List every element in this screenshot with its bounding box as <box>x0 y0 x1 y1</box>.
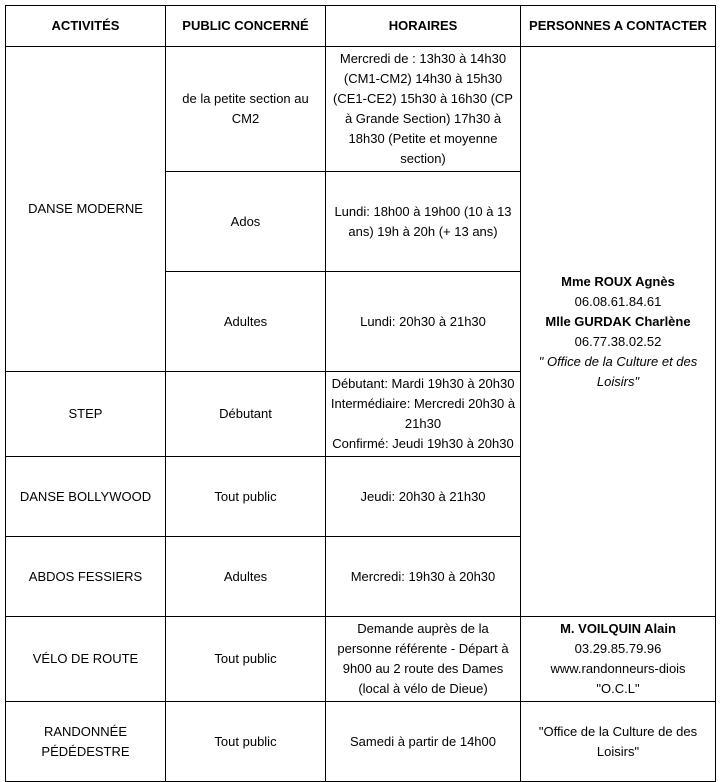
public-cell: Tout public <box>166 457 326 537</box>
step-line-confirme: Confirmé: Jeudi 19h30 à 20h30 <box>332 436 514 451</box>
contact-org: " Office de la Culture et des Loisirs" <box>538 353 698 389</box>
activity-danse-moderne: DANSE MODERNE <box>6 47 166 372</box>
header-contacts: PERSONNES A CONTACTER <box>521 6 716 47</box>
header-activites: ACTIVITÉS <box>6 6 166 47</box>
public-cell: de la petite section au CM2 <box>166 47 326 172</box>
horaires-cell: Demande auprès de la personne référente - Départ à 9h00 au 2 route des Dames (local à vélo de Dieue) <box>326 617 521 702</box>
activity-rando: RANDONNÉE PÉDÉDESTRE <box>6 702 166 782</box>
header-horaires: HORAIRES <box>326 6 521 47</box>
header-row <box>6 6 716 47</box>
activity-step: STEP <box>6 372 166 457</box>
contact-name-gurdak: Mlle GURDAK Charlène <box>545 313 691 329</box>
activity-abdos: ABDOS FESSIERS <box>6 537 166 617</box>
horaires-cell: Mercredi de : 13h30 à 14h30 (CM1-CM2) 14h30 à 15h30 (CE1-CE2) 15h30 à 16h30 (CP à Grande Section) 17h30 à 18h30 (Petite et moyenne section) <box>326 47 521 172</box>
contact-phone-roux: 06.08.61.84.61 <box>574 293 662 309</box>
horaires-cell: Mercredi: 19h30 à 20h30 <box>326 537 521 617</box>
contact-rando: "Office de la Culture de des Loisirs" <box>521 702 716 782</box>
public-cell: Adultes <box>166 272 326 372</box>
horaires-cell: Lundi: 20h30 à 21h30 <box>326 272 521 372</box>
contact-org-ocl: "O.C.L" <box>596 681 640 696</box>
contact-velo <box>521 617 716 702</box>
public-cell: Ados <box>166 172 326 272</box>
public-cell: Tout public <box>166 702 326 782</box>
contact-name-roux: Mme ROUX Agnès <box>561 273 675 289</box>
contact-phone-voilquin: 03.29.85.79.96 <box>574 641 662 656</box>
public-cell: Débutant <box>166 372 326 457</box>
horaires-cell: Jeudi: 20h30 à 21h30 <box>326 457 521 537</box>
step-line-intermediaire: Intermédiaire: Mercredi 20h30 à 21h30 <box>330 396 516 431</box>
contact-main <box>521 47 716 617</box>
contact-website: www.randonneurs-diois <box>550 661 686 676</box>
table-row <box>6 47 716 172</box>
horaires-cell: Samedi à partir de 14h00 <box>326 702 521 782</box>
activity-velo: VÉLO DE ROUTE <box>6 617 166 702</box>
contact-phone-gurdak: 06.77.38.02.52 <box>574 333 662 349</box>
header-public: PUBLIC CONCERNÉ <box>166 6 326 47</box>
activity-bollywood: DANSE BOLLYWOOD <box>6 457 166 537</box>
public-cell: Tout public <box>166 617 326 702</box>
activities-table <box>5 5 716 782</box>
horaires-cell <box>326 372 521 457</box>
table-row <box>6 702 716 782</box>
step-line-debutant: Débutant: Mardi 19h30 à 20h30 <box>331 376 515 391</box>
horaires-cell: Lundi: 18h00 à 19h00 (10 à 13 ans) 19h à 20h (+ 13 ans) <box>326 172 521 272</box>
table-row <box>6 617 716 702</box>
public-cell: Adultes <box>166 537 326 617</box>
contact-name-voilquin: M. VOILQUIN Alain <box>560 621 676 636</box>
